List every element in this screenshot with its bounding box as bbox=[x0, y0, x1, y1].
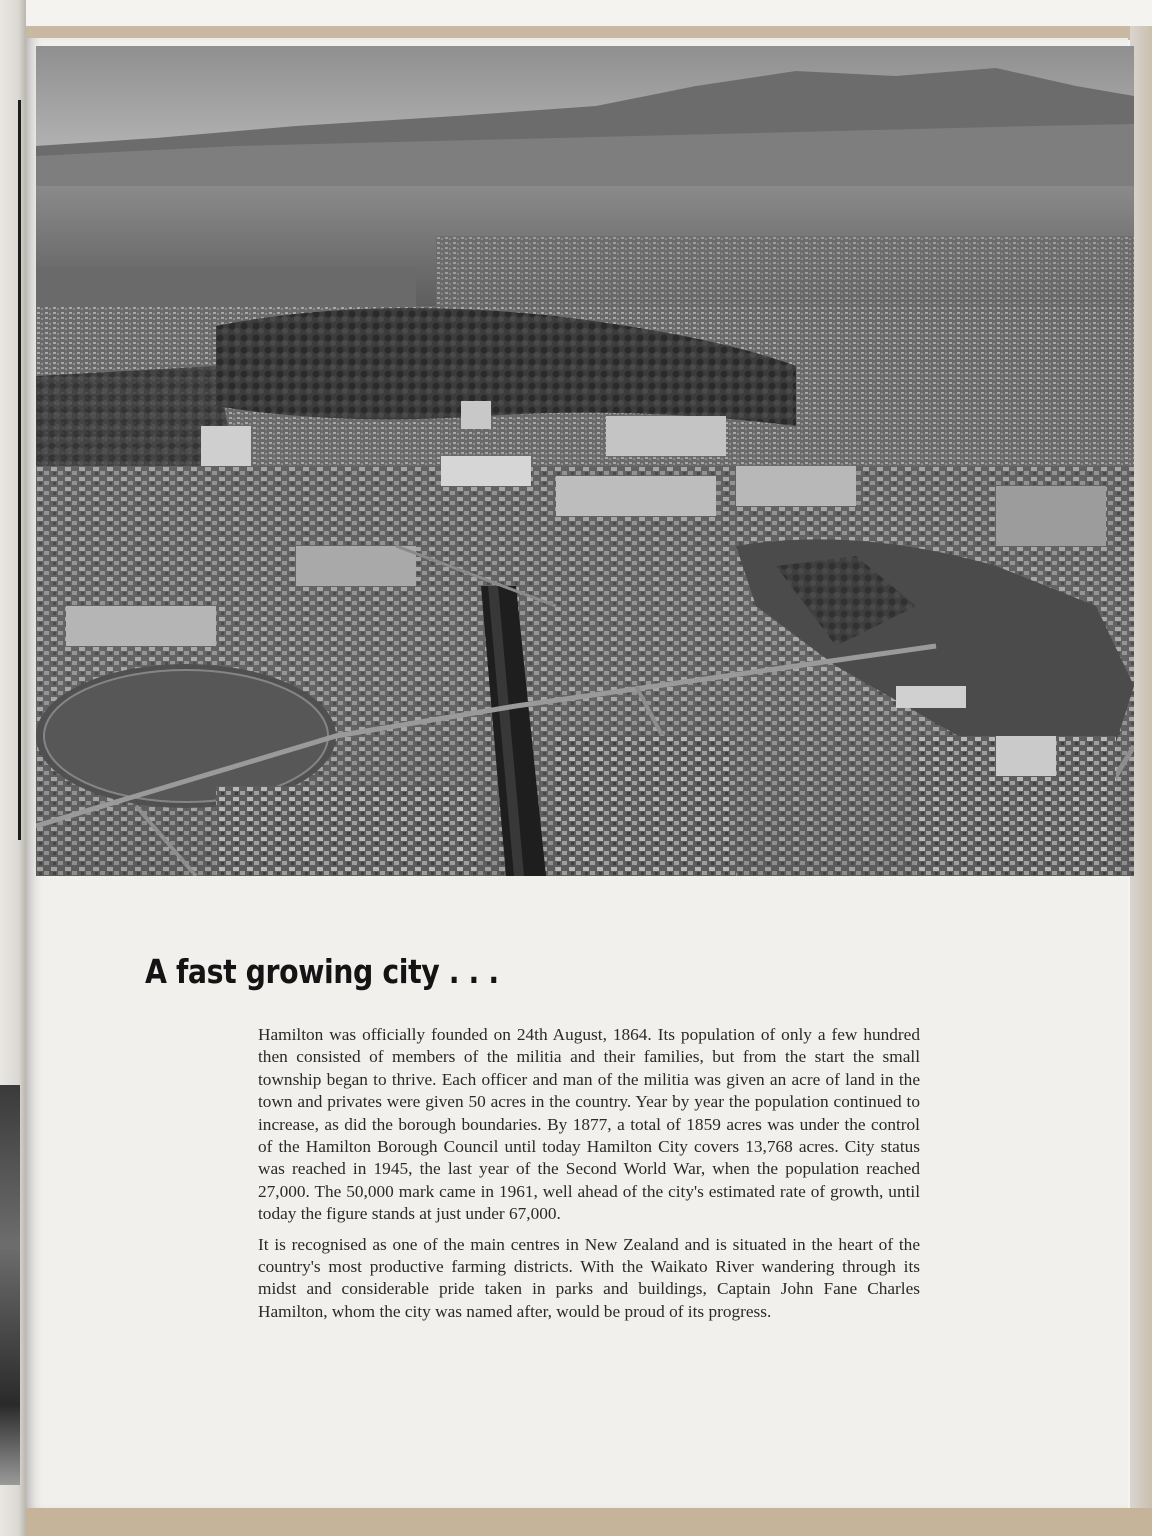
article-headline: A fast growing city . . . bbox=[145, 952, 499, 991]
previous-page-photo-edge bbox=[0, 1085, 20, 1485]
article-paragraph-1: Hamilton was officially founded on 24th August, 1864. Its population of only a few hundred then consisted of members of the militia and their families, but from the start the small township began to thrive. Each officer and man of the militia was given an acre of land in the town and privates were given 50 acres in the country. Year by year the population continued to increase, as did the borough boundaries. By 1877, a total of 1859 acres was under the control of the Hamilton Borough Council until today Hamilton City covers 13,768 acres. City status was reached in 1945, the last year of the Second World War, when the population reached 27,000. The 50,000 mark came in 1961, well ahead of the city's estimated rate of growth, until today the figure stands at just under 67,000. bbox=[258, 1025, 920, 1224]
book-cover-bottom-edge bbox=[0, 1508, 1152, 1536]
article-body bbox=[258, 1024, 920, 1331]
article-paragraph-2: It is recognised as one of the main centres in New Zealand and is situated in the heart of the country's most productive farming districts. With the Waikato River wandering through its midst and considerable pride taken in parks and buildings, Captain John Fane Charles Hamilton, whom the city was named after, would be proud of its progress. bbox=[258, 1234, 920, 1321]
aerial-city-photograph bbox=[36, 46, 1134, 876]
previous-page-edge bbox=[0, 0, 26, 1536]
previous-page-rule bbox=[18, 100, 21, 840]
